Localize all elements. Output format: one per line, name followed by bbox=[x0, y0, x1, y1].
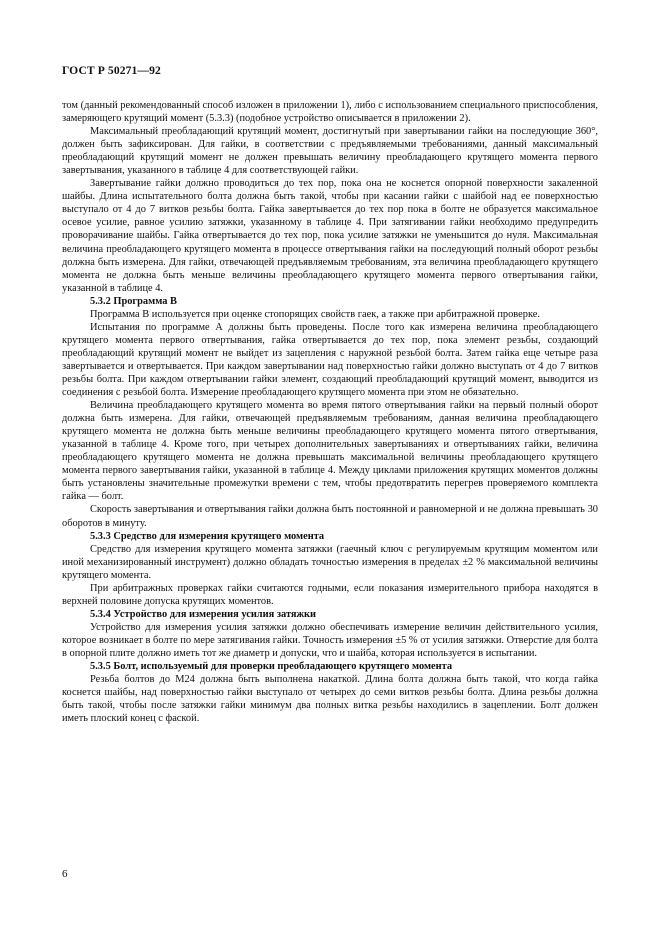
section-heading-5-3-4: 5.3.4 Устройство для измерения усилия затяжки bbox=[90, 608, 317, 620]
paragraph: При арбитражных проверках гайки считаются годными, если показания измерительного прибора находятся в верхней половине допуска крутящих моментов. bbox=[62, 582, 598, 607]
paragraph: Программа В используется при оценке стопорящих свойств гаек, а также при арбитражной проверке. bbox=[90, 308, 540, 320]
document-code-header: ГОСТ Р 50271—92 bbox=[62, 64, 161, 77]
paragraph: Испытания по программе А должны быть проведены. После того как измерена величина преобладающего крутящего момента первого отвертывания, гайка отвертывается до тех пор, пока элемент резьбы, создающий преобладающий крутящий момент не выйдет из зацепления с наружной резьбой болта. Затем гайка еще четыре раза завертывается и отвертывается. При каждом завертывании над поверхностью гайки должно выступать от 4 до 7 витков резьбы болта. При каждом отвертывании гайки элемент, создающий преобладающий крутящий момент, выводится из соединения с резьбой болта. Измерение преобладающего крутящего момента при этом не обязательно. bbox=[62, 321, 598, 399]
section-heading-5-3-3: 5.3.3 Средство для измерения крутящего момента bbox=[90, 530, 325, 542]
paragraph: Завертывание гайки должно проводиться до тех пор, пока она не коснется опорной поверхности закаленной шайбы. Длина испытательного болта должна быть такой, чтобы при касании гайки с шайбой над ее поверхностью выступало от 4 до 7 витков резьбы болта. Гайка завертывается до тех пор пока в болте не образуется максимальное осевое усилие, равное усилию затяжки, указанному в таблице 4. При затягивании гайки необходимо предупредить проворачивание шайбы. Гайка отвертывается до тех пор, пока усилие затяжки не уменьшится до нуля. Максимальная величина преобладающего крутящего момента в процессе отвертывания гайки на последующий полный оборот резьбы должна быть измерена. Для гайки, отвечающей предъявляемым требованиям, эта величина преобладающего крутящего момента не должна быть меньше величины преобладающего крутящего момента первого отвертывания гайки, указанной в таблице 4. bbox=[62, 178, 598, 294]
paragraph-continuation: том (данный рекомендованный способ изложен в приложении 1), либо с использованием специального приспособления, замеряющего крутящий момент (5.3.3) (подобное устройство описывается в приложении 2). bbox=[62, 100, 598, 125]
paragraph: Максимальный преобладающий крутящий момент, достигнутый при завертывании гайки на последующие 360°, должен быть зафиксирован. Для гайки, в соответствии с предъявляемыми требованиями, данный максимальный преобладающий крутящий момент не должен превышать величину преобладающего крутящего момента первого завертывания, указанного в таблице 4 для соответствующей гайки. bbox=[62, 126, 598, 177]
paragraph: Резьба болтов до М24 должна быть выполнена накаткой. Длина болта должна быть такой, что когда гайка коснется шайбы, над поверхностью гайки выступало от четырех до семи витков резьбы болта. Длина резьбы должна быть такой, чтобы после затяжки гайки минимум два полных витка резьбы находились в зацеплении. Болт должен иметь плоский конец с фаской. bbox=[62, 674, 598, 725]
section-heading-5-3-2: 5.3.2 Программа В bbox=[90, 295, 177, 307]
document-body bbox=[62, 99, 598, 725]
page-number: 6 bbox=[62, 868, 68, 880]
document-page bbox=[62, 0, 598, 936]
section-heading-5-3-5: 5.3.5 Болт, используемый для проверки преобладающего крутящего момента bbox=[90, 661, 453, 673]
paragraph: Средство для измерения крутящего момента затяжки (гаечный ключ с регулируемым крутящим моментом или иной механизированный инструмент) должно обладать точностью измерения в пределах ±2 % максимальной величины крутящего момента. bbox=[62, 543, 598, 581]
paragraph: Скорость завертывания и отвертывания гайки должна быть постоянной и равномерной и не должна превышать 30 оборотов в минуту. bbox=[62, 504, 598, 529]
paragraph: Устройство для измерения усилия затяжки должно обеспечивать измерение величин действительного усилия, которое возникает в болте по мере затягивания гайки. Точность измерения ±5 % от усилия затяжки. Отверстие для болта в опорной плите должно иметь тот же диаметр и допуски, что и шайба, которая используется в испытании. bbox=[62, 621, 598, 659]
paragraph: Величина преобладающего крутящего момента во время пятого отвертывания гайки на первый полный оборот должна быть измерена. Для гайки, отвечающей предъявляемым требованиям, данная величина преобладающего крутящего момента не должна быть меньше величины преобладающего крутящего момента пятого отвертывания, указанной в таблице 4. Кроме того, при четырех дополнительных завертываниях и отвертываниях гайки, величина преобладающего крутящего момента не должна превышать максимальной величины преобладающего крутящего момента первого завертывания гайки, указанной в таблице 4. Между циклами приложения крутящих моментов должны быть установлены значительные промежутки времени с тем, чтобы предотвратить перегрев проверяемого комплекта гайка — болт. bbox=[62, 400, 598, 503]
